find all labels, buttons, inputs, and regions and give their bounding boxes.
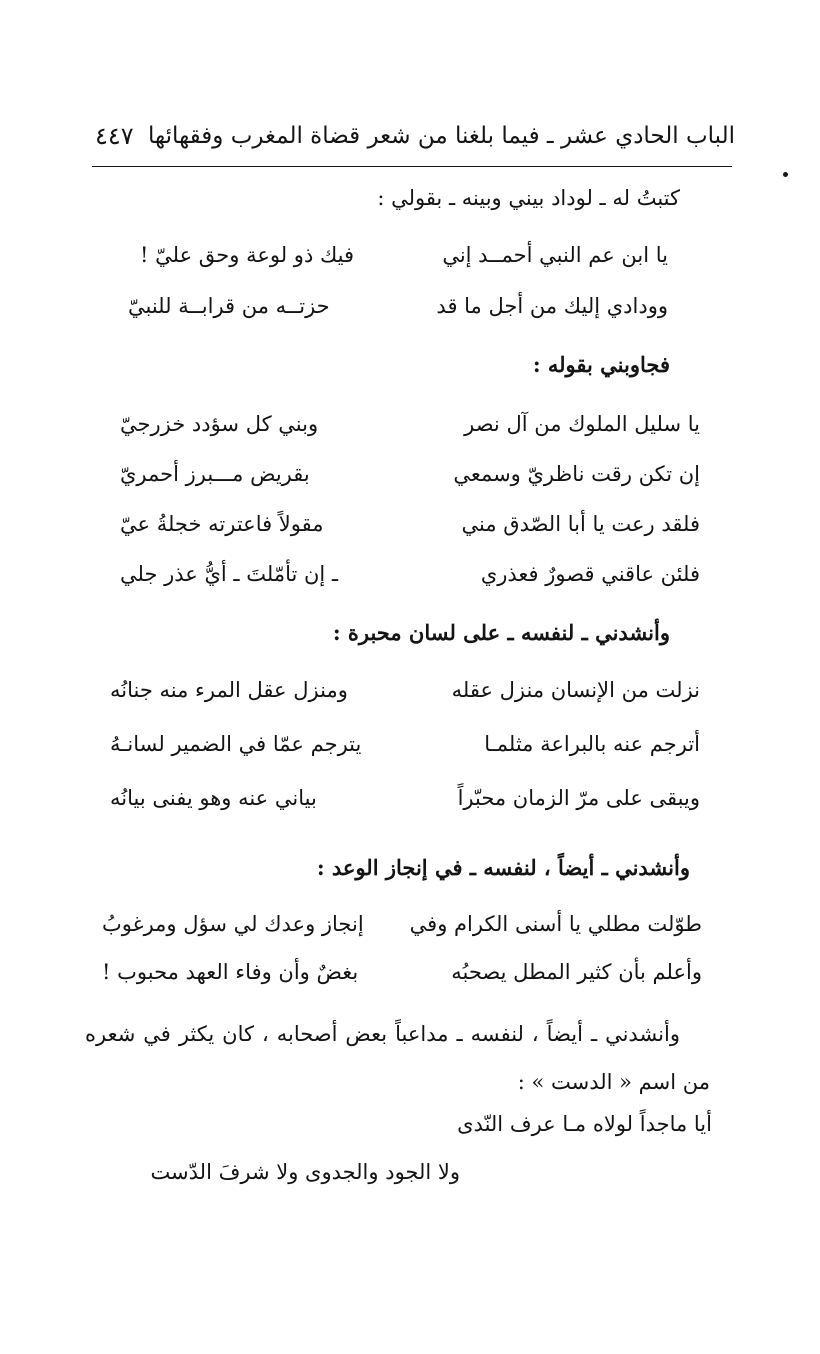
margin-dot [783, 172, 788, 177]
intro-line-3 [333, 620, 670, 645]
verse-first-hemistich: فلقد رعت يا أبا الصّدق مني [461, 512, 700, 536]
verse-second-hemistich: إنجاز وعدك لي سؤل ومرغوبُ [102, 912, 364, 936]
verse-row [120, 462, 700, 486]
verse-first-hemistich: وأعلم بأن كثير المطل يصحبُه [451, 960, 702, 984]
intro-text-4: وأنشدني ـ أيضاً ، لنفسه ـ في إنجاز الوعد : [316, 855, 690, 880]
poem-line: ولا الجود والجدوى ولا شرفَ الدّست [150, 1160, 460, 1184]
poem5-line-1 [457, 1112, 712, 1136]
verse-second-hemistich: ـ إن تأمّلتَ ـ أيُّ عذر جلي [120, 562, 339, 586]
verse-second-hemistich: بغضٌ وأن وفاء العهد محبوب ! [102, 960, 359, 984]
verse-first-hemistich: طوّلت مطلي يا أسنى الكرام وفي [409, 912, 702, 936]
verse-second-hemistich: وبني كل سؤدد خزرجيّ [120, 412, 319, 436]
verse-second-hemistich: ومنزل عقل المرء منه جنانُه [110, 678, 348, 702]
verse-first-hemistich: أترجم عنه بالبراعة مثلمـا [484, 732, 700, 756]
verse-first-hemistich: إن تكن رقت ناظريّ وسمعي [453, 462, 700, 486]
verse-first-hemistich: يا سليل الملوك من آل نصر [464, 412, 700, 436]
intro-line-1 [377, 186, 680, 210]
verse-second-hemistich: فيك ذو لوعة وحق عليّ ! [140, 243, 355, 267]
verse-row [120, 412, 700, 436]
verse-row [110, 732, 700, 756]
verse-second-hemistich: يترجم عمّا في الضمير لسانـهُ [110, 732, 362, 756]
intro-text-2: فجاوبني بقوله : [532, 352, 670, 377]
intro-line-2 [533, 352, 670, 377]
verse-first-hemistich: نزلت من الإنسان منزل عقله [451, 678, 700, 702]
intro-text-5: وأنشدني ـ أيضاً ، لنفسه ـ مداعباً بعض أصحابه ، كان يكثر في شعره من اسم « الدست » : [85, 1022, 710, 1094]
verse-second-hemistich: مقولاً فاعترته خجلةُ عيّ [120, 512, 324, 536]
verse-row [110, 678, 700, 702]
page-number: ٤٤٧ [95, 122, 134, 150]
intro-text-1: كتبتُ له ـ لوداد بيني وبينه ـ بقولي : [377, 186, 680, 210]
verse-row [120, 562, 700, 586]
verse-first-hemistich: يا ابن عم النبي أحمــد إني [442, 243, 668, 267]
verse-second-hemistich: بقريض مـــبرز أحمريّ [120, 462, 310, 486]
verse-second-hemistich: بياني عنه وهو يفنى بيانُه [110, 786, 317, 810]
chapter-title: الباب الحادي عشر ـ فيما بلغنا من شعر قضاة المغرب وفقهائها [148, 123, 735, 149]
verse-row [102, 960, 702, 984]
verse-first-hemistich: فلئن عاقني قصورٌ فعذري [480, 562, 700, 586]
verse-second-hemistich: حزتــه من قرابــة للنبيّ [128, 294, 330, 318]
poem5-line-2 [150, 1160, 460, 1184]
intro-line-4 [317, 855, 690, 880]
verse-row [128, 294, 668, 318]
verse-row [120, 512, 700, 536]
verse-first-hemistich: ويبقى على مرّ الزمان محبّراً [457, 786, 700, 810]
header-rule [92, 166, 732, 167]
verse-first-hemistich: وودادي إليك من أجل ما قد [436, 294, 668, 318]
verse-row [140, 243, 668, 267]
poem-line: أيا ماجداً لولاه مـا عرف النّدى [457, 1112, 712, 1136]
verse-row [102, 912, 702, 936]
intro-paragraph-5 [85, 1010, 710, 1106]
verse-row [110, 786, 700, 810]
running-header [95, 112, 735, 160]
intro-text-3: وأنشدني ـ لنفسه ـ على لسان محبرة : [332, 620, 670, 645]
